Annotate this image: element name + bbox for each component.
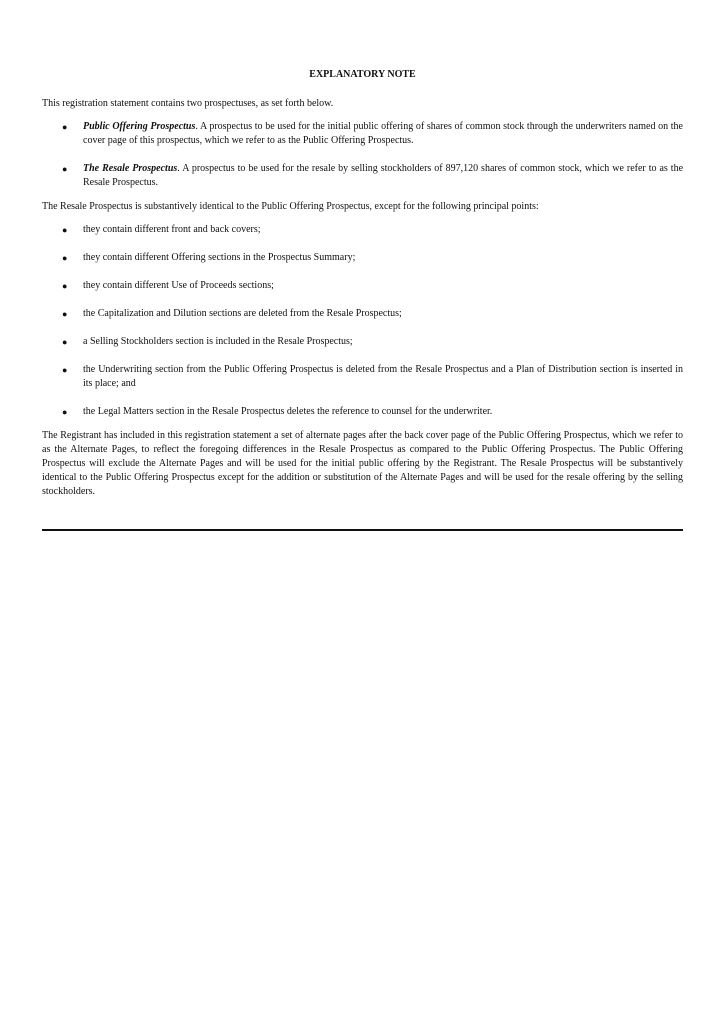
difference-text: the Legal Matters section in the Resale Prospectus deletes the reference to counsel for the underwriter. bbox=[83, 406, 493, 417]
differences-list bbox=[42, 223, 683, 419]
bullet-icon: ● bbox=[62, 164, 68, 174]
difference-text: the Underwriting section from the Public Offering Prospectus is deleted from the Resale Prospectus and a Plan of Distribution section is inserted in its place; and bbox=[83, 364, 683, 389]
comparison-paragraph: The Resale Prospectus is substantively identical to the Public Offering Prospectus, except for the following principal points: bbox=[42, 201, 539, 212]
difference-text: they contain different front and back covers; bbox=[83, 224, 261, 235]
difference-text: a Selling Stockholders section is included in the Resale Prospectus; bbox=[83, 336, 353, 347]
list-item bbox=[42, 251, 683, 265]
prospectus-description: . A prospectus to be used for the initial public offering of shares of common stock through the underwriters named on the cover page of this prospectus, which we refer to as the Public Offering Prospectus. bbox=[83, 121, 683, 146]
prospectus-description: . A prospectus to be used for the resale by selling stockholders of 897,120 shares of common stock, which we refer to as the Resale Prospectus. bbox=[83, 163, 684, 188]
prospectus-name: Public Offering Prospectus bbox=[83, 121, 196, 132]
bullet-icon: ● bbox=[62, 122, 68, 132]
bullet-icon: ● bbox=[62, 225, 68, 235]
list-item bbox=[42, 279, 683, 293]
intro-paragraph: This registration statement contains two prospectuses, as set forth below. bbox=[42, 98, 334, 109]
list-item bbox=[42, 223, 683, 237]
bullet-icon: ● bbox=[62, 253, 68, 263]
difference-text: they contain different Use of Proceeds sections; bbox=[83, 280, 274, 291]
bullet-icon: ● bbox=[62, 337, 68, 347]
list-item bbox=[42, 307, 683, 321]
bullet-icon: ● bbox=[62, 309, 68, 319]
closing-paragraph: The Registrant has included in this registration statement a set of alternate pages after the back cover page of the Public Offering Prospectus, which we refer to as the Alternate Pages, to reflect the foregoing differences in the Resale Prospectus as compared to the Public Offering Prospectus. The Public Offering Prospectus will exclude the Alternate Pages and will be used for the initial public offering by the Registrant. The Resale Prospectus will be substantively identical to the Public Offering Prospectus except for the addition or substitution of the Alternate Pages and will be used for the resale offering by the selling stockholders. bbox=[42, 430, 683, 497]
list-item bbox=[42, 405, 683, 419]
list-item bbox=[42, 335, 683, 349]
prospectus-list bbox=[42, 120, 683, 190]
list-item bbox=[42, 162, 683, 190]
page-title: EXPLANATORY NOTE bbox=[309, 69, 416, 80]
document-page bbox=[42, 68, 683, 508]
list-item bbox=[42, 120, 683, 148]
horizontal-rule bbox=[42, 529, 683, 531]
prospectus-name: The Resale Prospectus bbox=[83, 163, 178, 174]
difference-text: the Capitalization and Dilution sections are deleted from the Resale Prospectus; bbox=[83, 308, 402, 319]
bullet-icon: ● bbox=[62, 281, 68, 291]
list-item bbox=[42, 363, 683, 391]
bullet-icon: ● bbox=[62, 407, 68, 417]
difference-text: they contain different Offering sections in the Prospectus Summary; bbox=[83, 252, 356, 263]
bullet-icon: ● bbox=[62, 365, 68, 375]
